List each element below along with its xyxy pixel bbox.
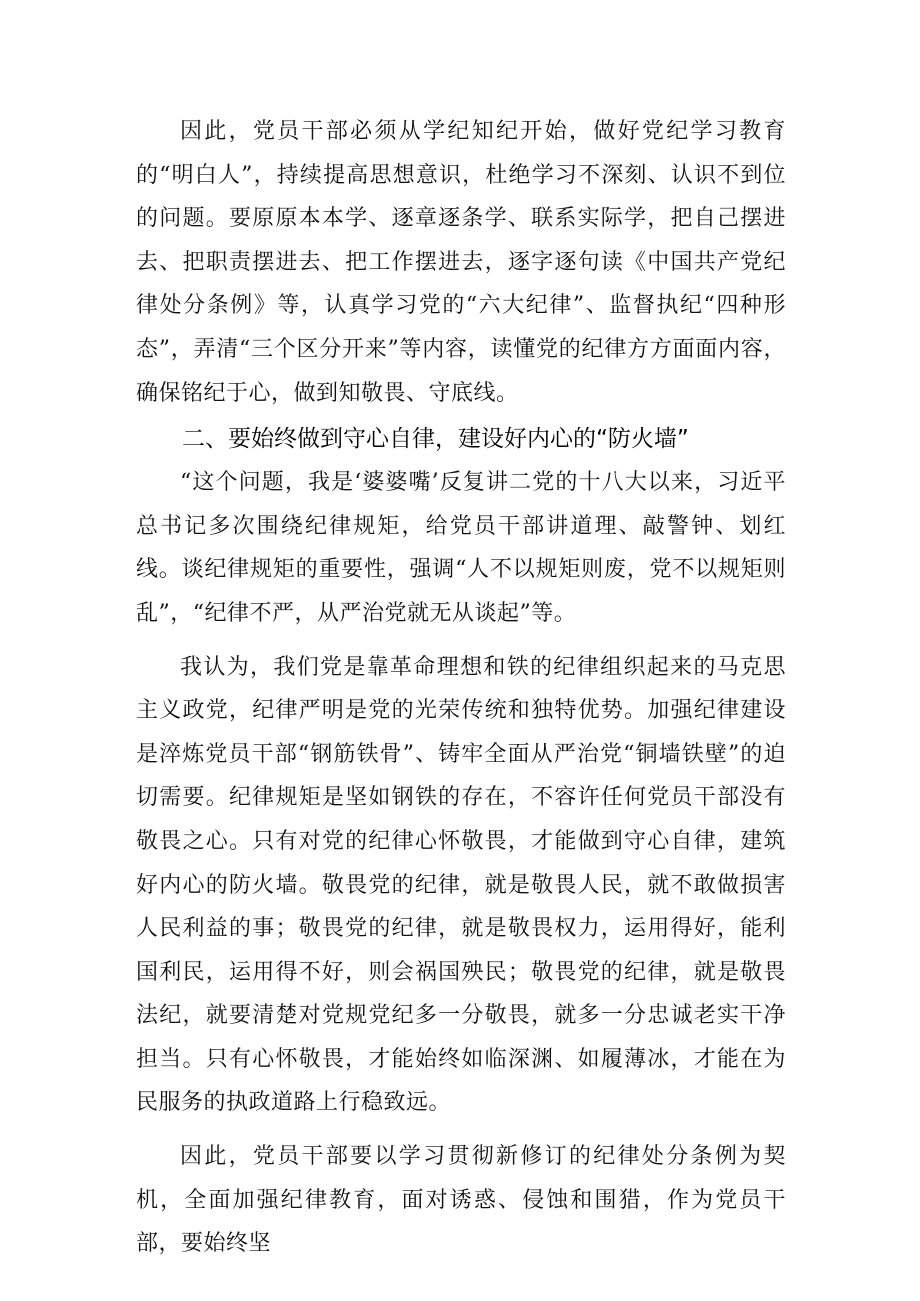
document-body	[136, 110, 786, 1266]
section-heading: 二、要始终做到守心自律，建设好内心的“防火墙”	[182, 426, 689, 453]
paragraph-opinion: 我认为，我们党是靠革命理想和铁的纪律组织起来的马克思主义政党，纪律严明是党的光荣传统和独特优势。加强纪律建设是淬炼党员干部“钢筋铁骨”、铸牢全面从严治党“铜墙铁壁”的迫切需要。纪律规矩是坚如钢铁的存在，不容许任何党员干部没有敬畏之心。只有对党的纪律心怀敬畏，才能做到守心自律，建筑好内心的防火墙。敬畏党的纪律，就是敬畏人民，就不敢做损害人民利益的事；敬畏党的纪律，就是敬畏权力，运用得好，能利国利民，运用得不好，则会祸国殃民；敬畏党的纪律，就是敬畏法纪，就要清楚对党规党纪多一分敬畏，就多一分忠诚老实干净担当。只有心怀敬畏，才能始终如临深渊、如履薄冰，才能在为民服务的执政道路上行稳致远。	[136, 654, 786, 1116]
paragraph-study-discipline: 因此，党员干部必须从学纪知纪开始，做好党纪学习教育的“明白人”，持续提高思想意识，杜绝学习不深刻、认识不到位的问题。要原原本本学、逐章逐条学、联系实际学，把自己摆进去、把职责摆进去、把工作摆进去，逐字逐句读《中国共产党纪律处分条例》等，认真学习党的“六大纪律”、监督执纪“四种形态”，弄清“三个区分开来”等内容，读懂党的纪律方方面面内容，确保铭纪于心，做到知敬畏、守底线。	[136, 119, 786, 406]
paragraph-conclusion: 因此，党员干部要以学习贯彻新修订的纪律处分条例为契机，全面加强纪律教育，面对诱惑、侵蚀和围猎，作为党员干部，要始终坚	[136, 1144, 786, 1257]
paragraph-quote: “这个问题，我是‘婆婆嘴’反复讲二党的十八大以来，习近平总书记多次围绕纪律规矩，给党员干部讲道理、敲警钟、划红线。谈纪律规矩的重要性，强调“人不以规矩则废，党不以规矩则乱”，“纪律不严，从严治党就无从谈起”等。	[136, 470, 786, 626]
